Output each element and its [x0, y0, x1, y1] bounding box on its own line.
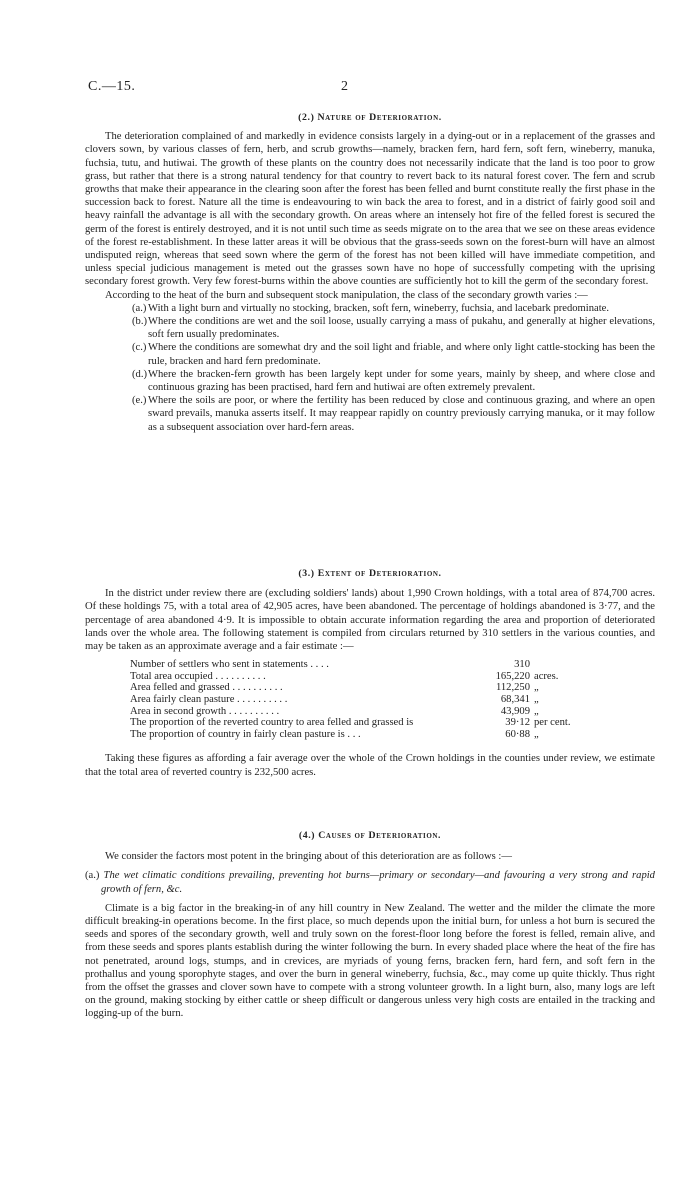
section-heading: (3.) Extent of Deterioration.: [298, 568, 442, 579]
list-item: (c.) Where the conditions are somewhat dry and the soil light and friable, and where only light cattle-stocking has been the rule, bracken and hard fern predominate.: [132, 342, 655, 367]
table-row: Total area occupied . . . . . . . . . . 165,220 acres.: [130, 670, 559, 682]
section-extent-of-deterioration: [85, 567, 655, 779]
section-heading: (4.) Causes of Deterioration.: [298, 830, 442, 841]
table-row: The proportion of the reverted country to area felled and grassed is 39·12 per cent.: [130, 717, 571, 729]
paragraph: We consider the factors most potent in the bringing about of this deterioration are as follows :—: [105, 851, 512, 863]
paragraph: Taking these figures as affording a fair average over the whole of the Crown holdings in the counties under review, we estimate that the total area of reverted country is 232,500 acres.: [85, 753, 655, 778]
paragraph: In the district under review there are (excluding soldiers' lands) about 1,990 Crown holdings, with a total area of 874,700 acres. Of these holdings 75, with a total area of 42,905 acres, have been abandoned. The percentage of holdings abandoned is 3·77, and the percentage of area abandoned 4·9. It is impossible to obtain accurate information regarding the area and proportion of deteriorated lands over the whole area. The following statement is compiled from circulars returned by 310 settlers in the various counties, and may be taken as an approximate average and a fair estimate :—: [85, 588, 655, 653]
list-item: (a.) With a light burn and virtually no stocking, bracken, soft fern, wineberry, fuchsia, and lacebark predominate.: [132, 302, 610, 314]
table-row: Area in second growth . . . . . . . . . . 43,909 „: [130, 705, 539, 717]
cause-item: (a.) The wet climatic conditions prevailing, preventing hot burns—primary or secondary—and favouring a very strong and rapid growth of fern, &c.: [85, 870, 655, 895]
table-row: Area fairly clean pasture . . . . . . . . . . 68,341 „: [130, 694, 539, 705]
section-causes-of-deterioration: [85, 829, 655, 1021]
paragraph: According to the heat of the burn and subsequent stock manipulation, the class of the secondary growth varies :—: [105, 289, 588, 301]
list-item: (e.) Where the soils are poor, or where the fertility has been reduced by close and continuous grazing, and where an open sward prevails, manuka asserts itself. It may reappear rapidly on country previously carrying manuka, or it may follow as a subsequent association over hard-fern areas.: [132, 395, 655, 433]
table-row: The proportion of country in fairly clean pasture is . . . 60·88 „: [130, 728, 539, 740]
page-number: 2: [341, 79, 348, 94]
section-nature-of-deterioration: [85, 111, 655, 434]
document-reference: C.—15.: [88, 79, 136, 94]
statistics-table: [130, 659, 594, 740]
paragraph: The deterioration complained of and markedly in evidence consists largely in a dying-out or in a replacement of the grasses and clovers sown, by various classes of fern, herb, and scrub growths—namely, bracken fern, hard fern, soft fern, wineberry, manuka, fuchsia, tutu, and hutiwai. The growth of these plants on the country does not necessarily indicate that the land is too poor to grow grass, but rather that there is a strong natural tendency for that country to revert back to its natural forest cover. The fern and scrub growths that make their appearance in the clearing soon after the forest has been felled and burnt constitute really the first phase in the succession back to forest. Nature all the time is endeavouring to win back the area to forest, and in a district of fairly good soil and heavy rainfall the advantage is all with the secondary growth. On areas where an intensely hot fire of the felled forest is secured the germ of the forest is entirely destroyed, and it is not until such time as seeds migrate on to the area that we see on these areas evidence of the forest re-establishment. In these latter areas it will be obvious that the grass-seeds sown on the forest-burn will have an almost undisputed reign, whereas that seed sown where the germ of the forest has not been killed will have immediate competition, and unless special judicious management is meted out the grasses sown have no hope of successfully competing with the uprising secondary forest growth. Very few forest-burns within the above counties are sufficiently hot to kill the germ of the secondary forest.: [85, 131, 655, 288]
table-row: Number of settlers who sent in statements . . . . 310: [130, 659, 530, 671]
secondary-growth-list: [85, 302, 655, 434]
table-row: Area felled and grassed . . . . . . . . . . 112,250 „: [130, 682, 539, 694]
section-heading: (2.) Nature of Deterioration.: [298, 112, 442, 123]
paragraph: Climate is a big factor in the breaking-in of any hill country in New Zealand. The wetter and the milder the climate the more difficult breaking-in operations become. In the first place, so much depends upon the initial burn, for unless a hot burn is secured the seeds and spores of the secondary growth, well and truly sown on the forest-floor long before the forest is felled, remain alive, and from these seeds and spores plants establish during the winter following the burn. In every shaded place where the heat of the fire has not penetrated, around logs, stumps, and in crevices, are myriads of young ferns, bracken fern, hard fern, and soft fern in the prothallus and young sporophyte stages, and over the burn in general wineberry, fuchsia, &c., may come up quite thickly. Thus right from the offset the grasses and clover sown have to compete with a strong volunteer growth. In a light burn, also, many logs are left on the ground, making stocking by either cattle or sheep difficult or dangerous unless very high costs are entailed in the tracking and logging-up of the burn.: [85, 902, 655, 1020]
list-item: (b.) Where the conditions are wet and the soil loose, usually carrying a mass of pukahu, and generally at higher elevations, soft fern usually predominates.: [132, 316, 655, 341]
list-item: (d.) Where the bracken-fern growth has been largely kept under for some years, mainly by sheep, and where close and continuous grazing has been practised, hard fern and hutiwai are often extremely prevalent.: [132, 368, 655, 394]
